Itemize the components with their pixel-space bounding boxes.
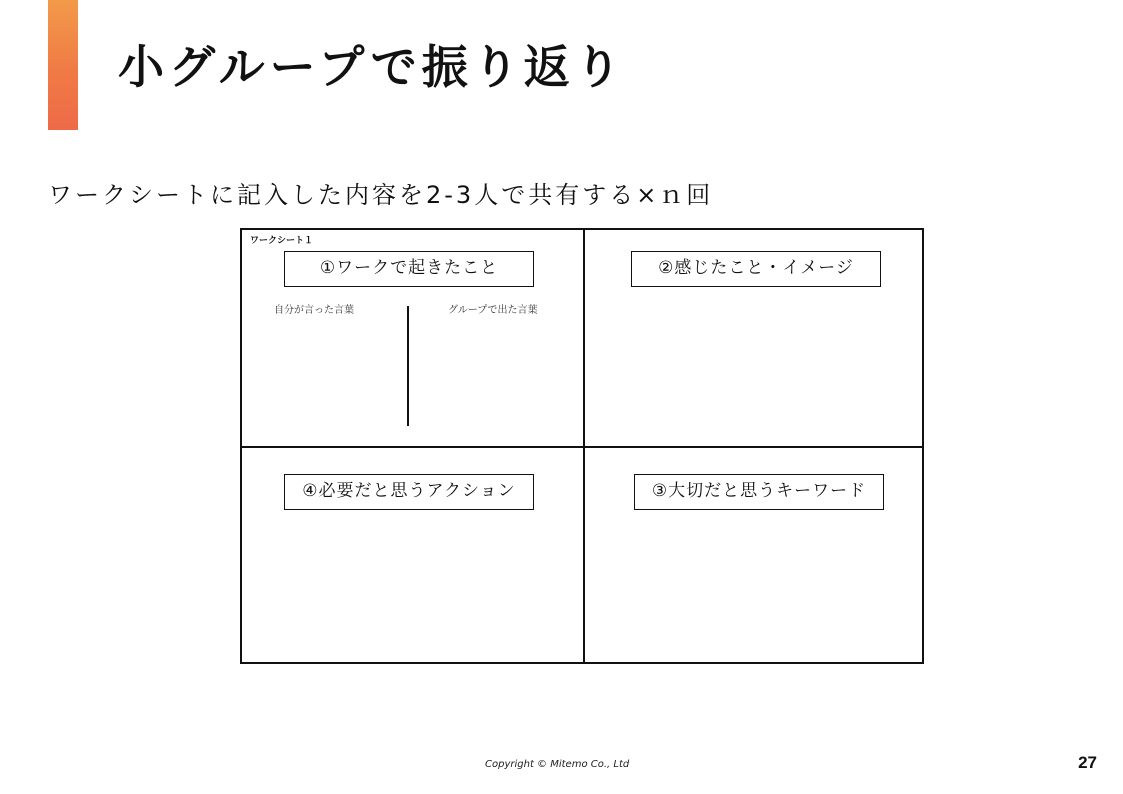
q2-title-box: ②感じたこと・イメージ <box>631 251 881 287</box>
slide-title: 小グループで振り返り <box>118 40 626 94</box>
horizontal-divider <box>242 446 922 448</box>
copyright-notice: Copyright © Mitemo Co., Ltd <box>485 759 630 770</box>
title-accent-bar <box>48 0 78 130</box>
worksheet-grid <box>240 228 924 664</box>
q1-title-box: ①ワークで起きたこと <box>284 251 534 287</box>
q3-title-box: ③大切だと思うキーワード <box>634 474 884 510</box>
page-number: 27 <box>1078 753 1097 772</box>
q4-title-box: ④必要だと思うアクション <box>284 474 534 510</box>
q1-left-label: 自分が言った言葉 <box>274 305 354 316</box>
q1-right-label: グループで出た言葉 <box>448 305 538 316</box>
worksheet-label: ワークシート１ <box>250 236 314 246</box>
q1-column-divider <box>407 306 409 426</box>
slide-subtitle: ワークシートに記入した内容を2-3人で共有する×ｎ回 <box>48 181 714 209</box>
